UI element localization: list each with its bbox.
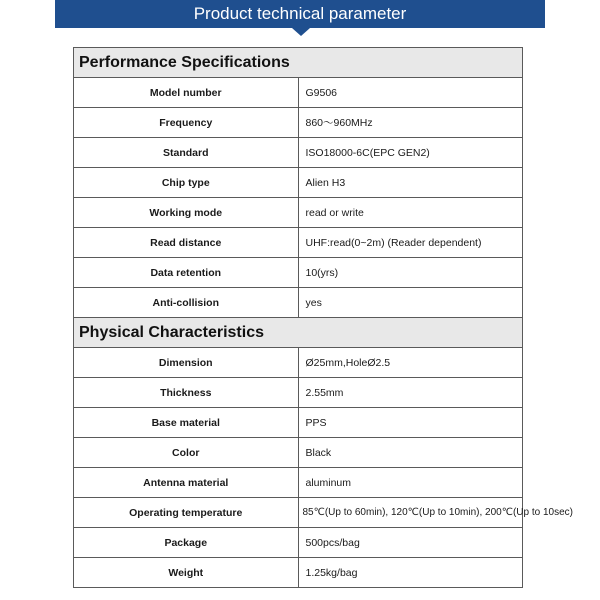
spec-value: Alien H3 xyxy=(298,168,523,198)
banner-arrow-icon xyxy=(292,28,310,36)
table-row xyxy=(74,138,523,168)
spec-value: read or write xyxy=(298,198,523,228)
spec-label: Read distance xyxy=(74,228,299,258)
spec-label: Anti-collision xyxy=(74,288,299,318)
table-row xyxy=(74,228,523,258)
table-row xyxy=(74,258,523,288)
spec-label: Antenna material xyxy=(74,468,299,498)
table-row xyxy=(74,498,523,528)
section-title: Performance Specifications xyxy=(74,48,523,78)
table-row xyxy=(74,198,523,228)
section-title: Physical Characteristics xyxy=(74,318,523,348)
table-row xyxy=(74,438,523,468)
spec-value: aluminum xyxy=(298,468,523,498)
spec-label: Thickness xyxy=(74,378,299,408)
spec-label: Dimension xyxy=(74,348,299,378)
spec-label: Weight xyxy=(74,558,299,588)
spec-label: Working mode xyxy=(74,198,299,228)
spec-value: 860～960MHz xyxy=(298,108,523,138)
spec-value: 10(yrs) xyxy=(298,258,523,288)
spec-label: Frequency xyxy=(74,108,299,138)
spec-label: Operating temperature xyxy=(74,498,299,528)
table-row xyxy=(74,408,523,438)
table-row xyxy=(74,348,523,378)
spec-label: Package xyxy=(74,528,299,558)
spec-value: 2.55mm xyxy=(298,378,523,408)
table-row xyxy=(74,78,523,108)
spec-value: ISO18000-6C(EPC GEN2) xyxy=(298,138,523,168)
spec-label: Base material xyxy=(74,408,299,438)
table-row xyxy=(74,168,523,198)
table-row xyxy=(74,378,523,408)
spec-value: UHF:read(0~2m) (Reader dependent) xyxy=(298,228,523,258)
section-header-performance xyxy=(74,48,523,78)
spec-value: G9506 xyxy=(298,78,523,108)
section-header-physical xyxy=(74,318,523,348)
spec-value: PPS xyxy=(298,408,523,438)
spec-label: Standard xyxy=(74,138,299,168)
spec-value: Ø25mm,HoleØ2.5 xyxy=(298,348,523,378)
table-row xyxy=(74,468,523,498)
header-banner xyxy=(55,0,545,28)
spec-label: Data retention xyxy=(74,258,299,288)
spec-label: Chip type xyxy=(74,168,299,198)
spec-value: 1.25kg/bag xyxy=(298,558,523,588)
spec-value: 500pcs/bag xyxy=(298,528,523,558)
table-row xyxy=(74,558,523,588)
banner-title: Product technical parameter xyxy=(193,4,407,23)
table-row xyxy=(74,108,523,138)
spec-label: Model number xyxy=(74,78,299,108)
spec-table xyxy=(73,47,573,588)
spec-value: yes xyxy=(298,288,523,318)
spec-label: Color xyxy=(74,438,299,468)
table-row xyxy=(74,288,523,318)
spec-value: 85℃(Up to 60min), 120℃(Up to 10min), 200℃(Up to 10sec) xyxy=(298,498,523,528)
spec-value: Black xyxy=(298,438,523,468)
table-row xyxy=(74,528,523,558)
